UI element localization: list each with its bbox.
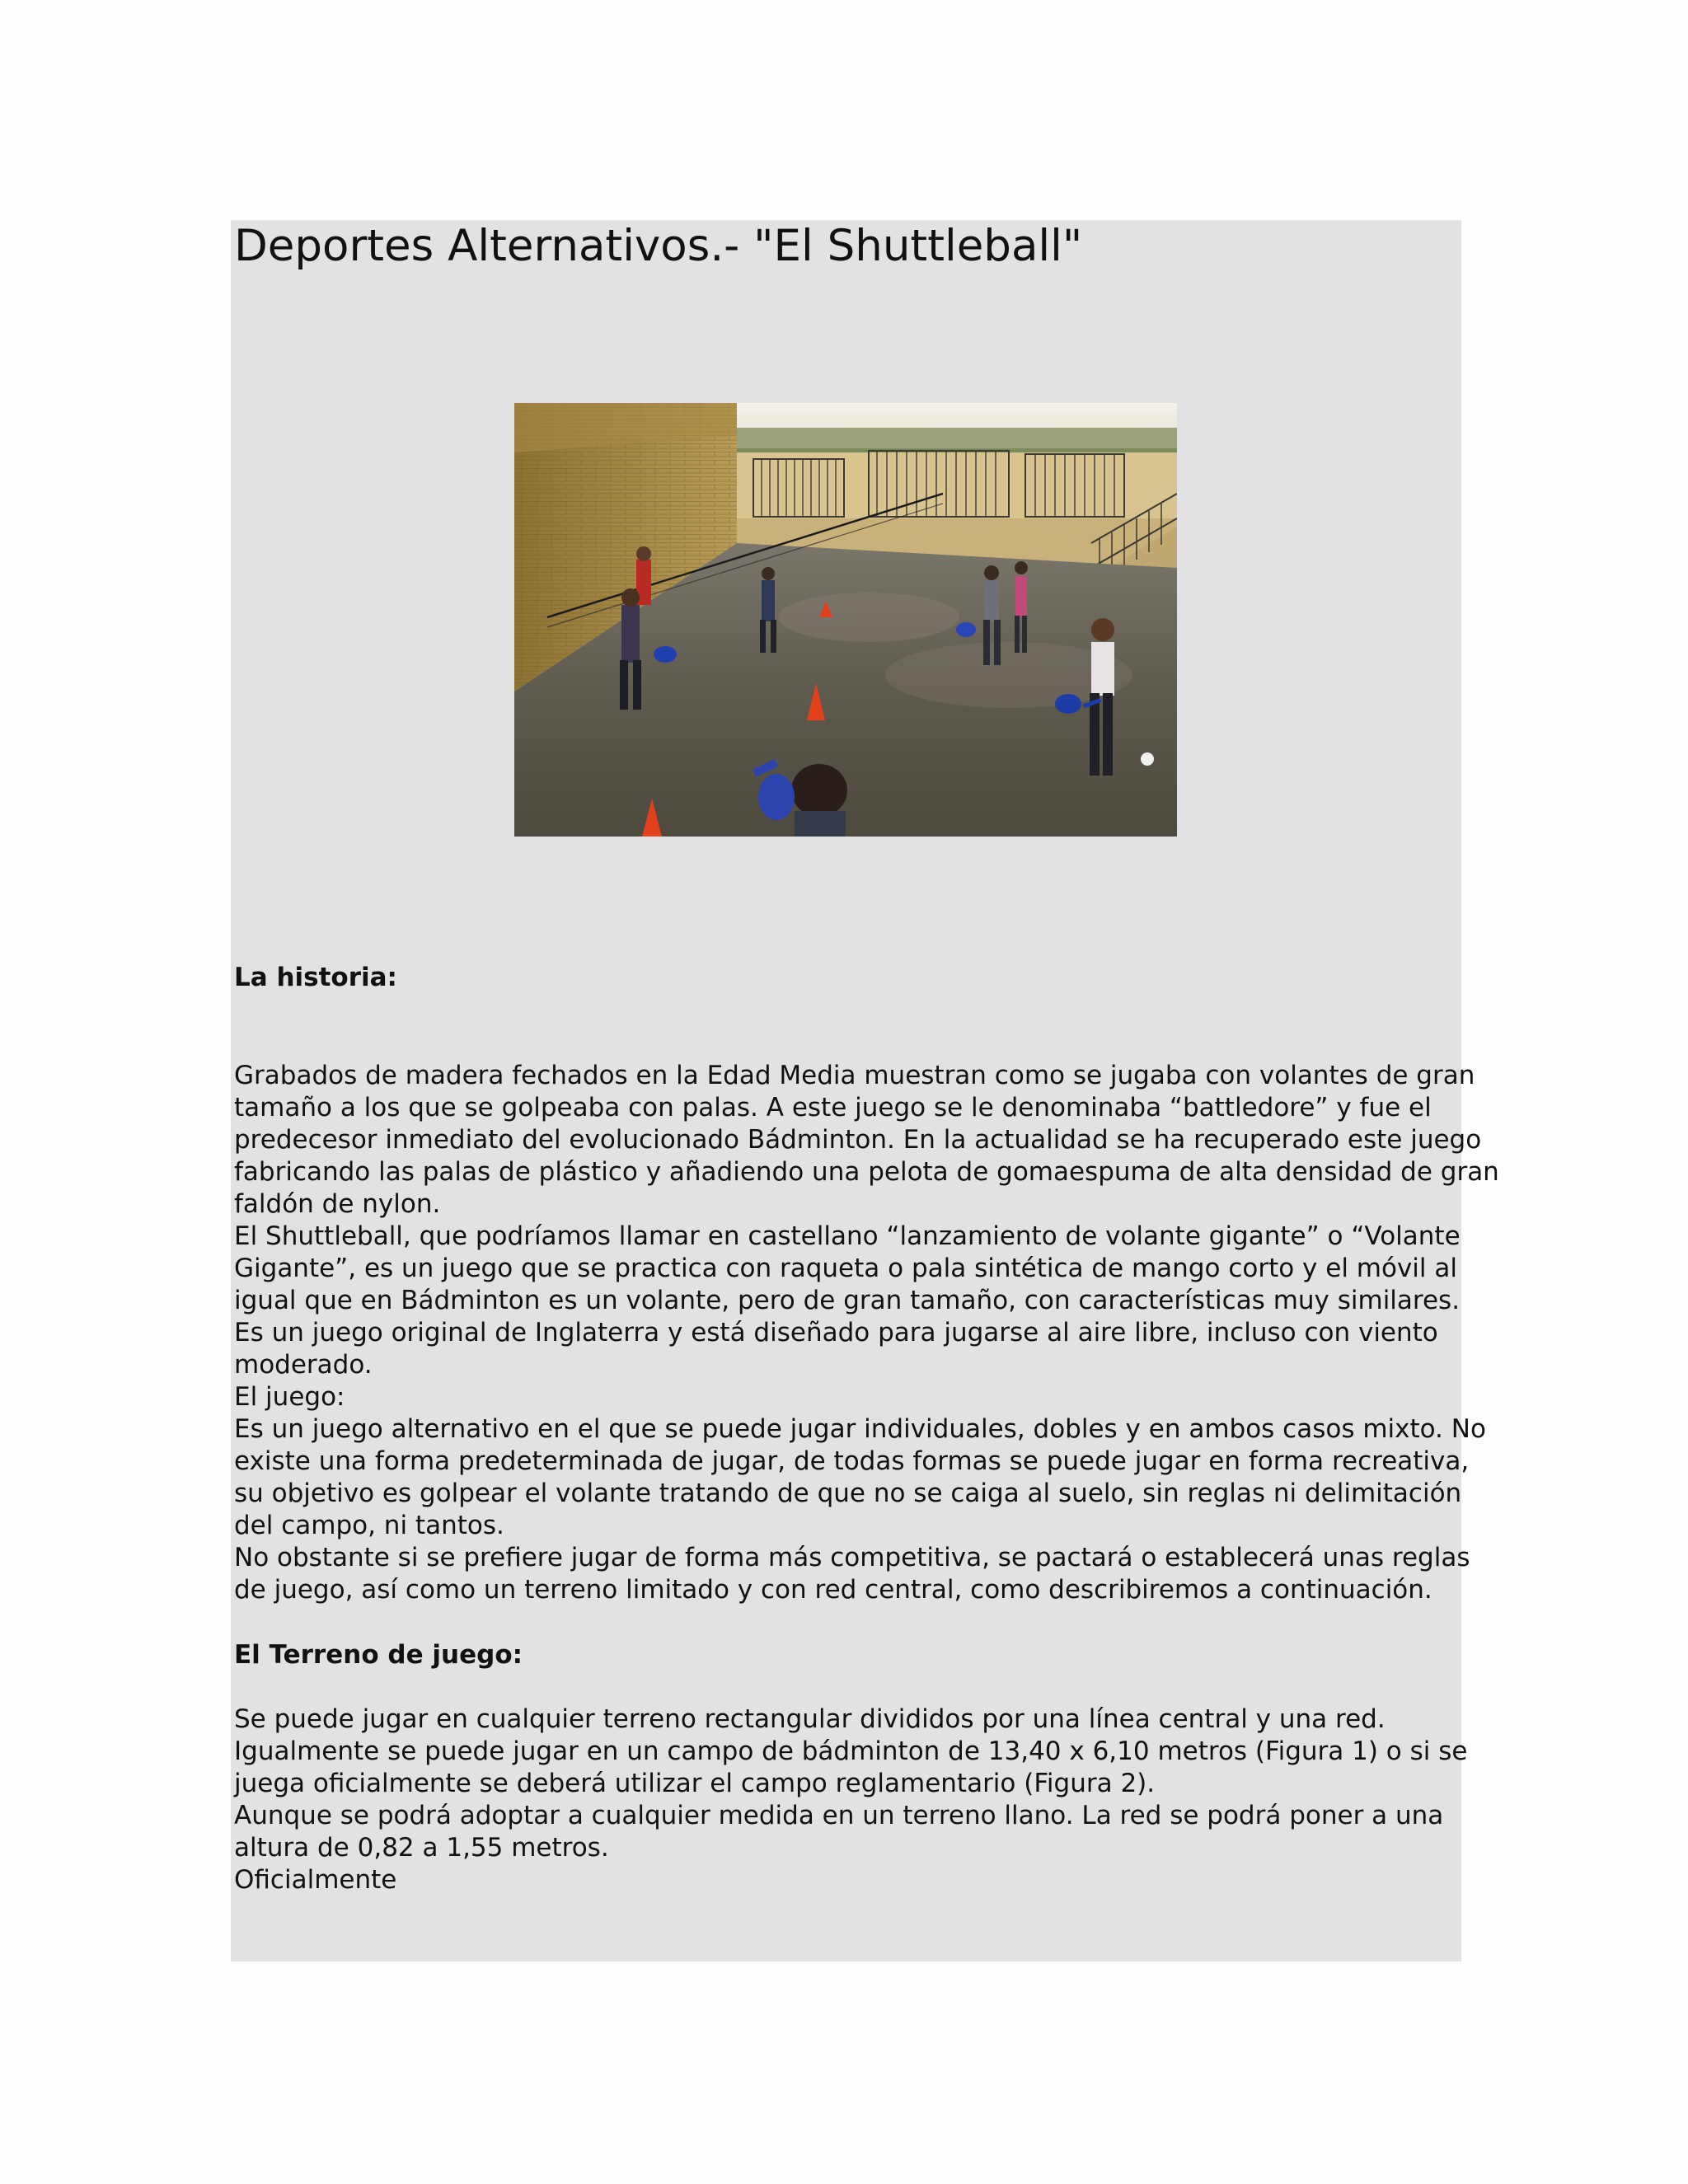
text-line: El Shuttleball, que podríamos llamar en castellano “lanzamiento de volante gigante” o “Volante bbox=[234, 1221, 1461, 1251]
text-line: Es un juego alternativo en el que se puede jugar individuales, dobles y en ambos casos mixto. No bbox=[234, 1414, 1486, 1444]
page-title: Deportes Alternativos.- "El Shuttleball" bbox=[234, 221, 1083, 271]
text-line: No obstante si se prefiere jugar de forma más competitiva, se pactará o establecerá unas reglas bbox=[234, 1543, 1470, 1572]
text-line: moderado. bbox=[234, 1350, 373, 1380]
text-line: Es un juego original de Inglaterra y está diseñado para jugarse al aire libre, incluso con viento bbox=[234, 1318, 1438, 1347]
text-line: faldón de nylon. bbox=[234, 1189, 441, 1219]
text-line: juega oficialmente se deberá utilizar el campo reglamentario (Figura 2). bbox=[234, 1769, 1156, 1798]
document-content-area bbox=[231, 220, 1499, 1961]
text-line: El juego: bbox=[234, 1382, 345, 1412]
text-line: Igualmente se puede jugar en un campo de bádminton de 13,40 x 6,10 metros (Figura 1) o si se bbox=[234, 1736, 1468, 1766]
text-line: Se puede jugar en cualquier terreno rectangular divididos por una línea central y una red. bbox=[234, 1704, 1386, 1734]
terreno-text-block bbox=[234, 1704, 1468, 1896]
text-line: predecesor inmediato del evolucionado Bádminton. En la actualidad se ha recuperado este juego bbox=[234, 1125, 1482, 1155]
text-line: Grabados de madera fechados en la Edad Media muestran como se jugaba con volantes de gran bbox=[234, 1061, 1475, 1090]
text-line: su objetivo es golpear el volante tratando de que no se caiga al suelo, sin reglas ni delimitación bbox=[234, 1479, 1462, 1508]
text-line: de juego, así como un terreno limitado y con red central, como describiremos a continuación. bbox=[234, 1575, 1432, 1605]
text-line: existe una forma predeterminada de jugar, de todas formas se puede jugar en forma recreativa, bbox=[234, 1446, 1470, 1476]
text-line: tamaño a los que se golpeaba con palas. A este juego se le denominaba “battledore” y fue el bbox=[234, 1093, 1432, 1122]
text-line: fabricando las palas de plástico y añadiendo una pelota de gomaespuma de alta densidad de gran bbox=[234, 1157, 1499, 1187]
text-line: del campo, ni tantos. bbox=[234, 1511, 504, 1540]
text-line: Oficialmente bbox=[234, 1865, 397, 1895]
section-heading-terreno: El Terreno de juego: bbox=[234, 1640, 523, 1670]
shuttleball-court-photo bbox=[514, 403, 1177, 837]
section-heading-historia: La historia: bbox=[234, 963, 397, 992]
text-line: Gigante”, es un juego que se practica con raqueta o pala sintética de mango corto y el móvil al bbox=[234, 1254, 1457, 1283]
historia-text-block bbox=[234, 1060, 1499, 1606]
text-line: Aunque se podrá adoptar a cualquier medida en un terreno llano. La red se podrá poner a una bbox=[234, 1801, 1444, 1830]
text-line: altura de 0,82 a 1,55 metros. bbox=[234, 1833, 609, 1863]
text-line: igual que en Bádminton es un volante, pero de gran tamaño, con características muy similares. bbox=[234, 1286, 1461, 1315]
